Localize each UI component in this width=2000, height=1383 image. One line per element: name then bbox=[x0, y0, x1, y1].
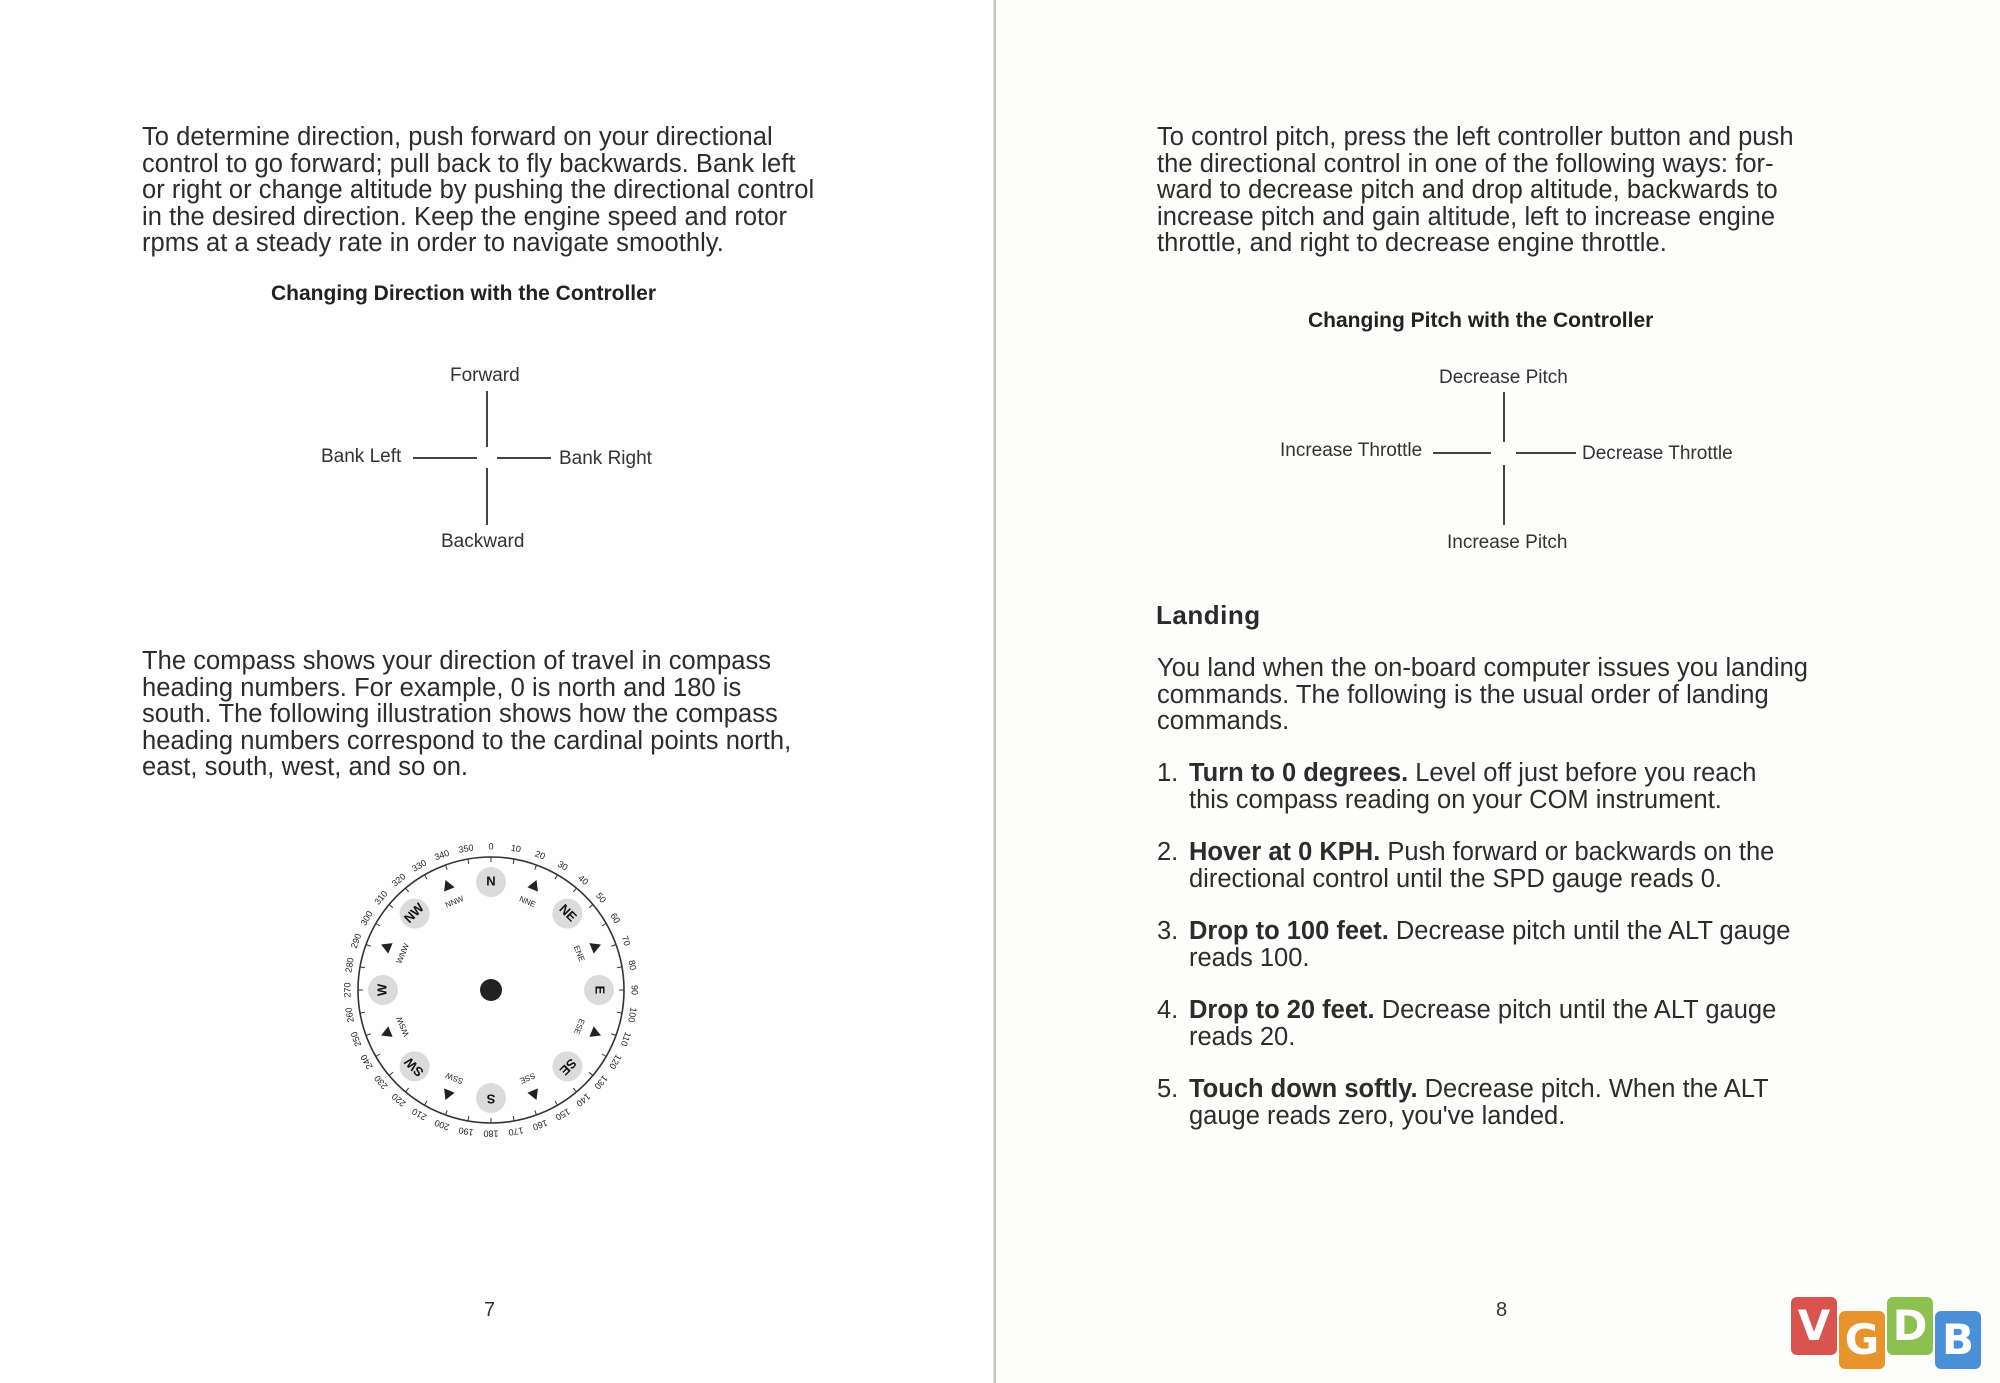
compass-intercardinal-label: NNE bbox=[517, 894, 538, 910]
compass-tick bbox=[366, 1034, 371, 1036]
compass-heading-label: 240 bbox=[358, 1052, 375, 1071]
compass-cardinal-label: NE bbox=[556, 901, 580, 925]
text-line: east, south, west, and so on. bbox=[142, 753, 469, 782]
landing-step bbox=[1157, 918, 1790, 971]
compass-direction-arrow bbox=[589, 943, 601, 954]
label-decrease-throttle: Decrease Throttle bbox=[1582, 443, 1733, 464]
compass-heading-label: 340 bbox=[433, 847, 451, 863]
compass-cardinal-label: N bbox=[486, 873, 496, 889]
compass-heading-label: 90 bbox=[629, 984, 640, 996]
arrow-left bbox=[1433, 452, 1491, 454]
compass-tick bbox=[406, 1088, 409, 1092]
compass-tick bbox=[535, 865, 537, 870]
step-number: 3. bbox=[1157, 917, 1179, 945]
step-title: Drop to 100 feet. bbox=[1189, 917, 1389, 945]
compass-tick bbox=[555, 875, 558, 879]
direction-intro-paragraph bbox=[142, 124, 814, 257]
text-line: control to go forward; pull back to fly backwards. Bank left bbox=[142, 149, 796, 178]
text-line: The compass shows your direction of travel in compass bbox=[142, 647, 772, 675]
compass-cardinal-label: SE bbox=[556, 1055, 580, 1079]
vgdb-logo bbox=[1791, 1297, 1991, 1369]
compass-heading-label: 220 bbox=[389, 1091, 408, 1109]
compass-tick bbox=[535, 1110, 537, 1115]
compass-direction-arrow bbox=[381, 1026, 393, 1037]
compass-direction-arrow bbox=[527, 880, 538, 892]
compass-heading-label: 200 bbox=[433, 1117, 451, 1133]
arrow-down bbox=[486, 468, 488, 525]
arrow-up bbox=[486, 391, 488, 447]
arrow-right bbox=[497, 457, 551, 459]
compass-tick bbox=[589, 905, 593, 908]
compass-tick bbox=[611, 1034, 616, 1036]
compass-direction-arrow bbox=[381, 943, 393, 954]
compass-tick bbox=[602, 924, 606, 927]
compass-intercardinal-label: SSW bbox=[444, 1070, 465, 1086]
label-bank-right: Bank Right bbox=[559, 448, 652, 469]
label-forward: Forward bbox=[450, 365, 520, 386]
step-number: 4. bbox=[1157, 996, 1179, 1024]
compass-tick bbox=[425, 1101, 428, 1105]
compass-heading-label: 120 bbox=[607, 1052, 624, 1071]
compass-tick bbox=[513, 1116, 514, 1121]
compass-heading-label: 290 bbox=[348, 932, 364, 950]
compass-heading-label: 180 bbox=[483, 1128, 499, 1139]
landing-step bbox=[1157, 760, 1756, 813]
compass-heading-label: 70 bbox=[619, 934, 633, 948]
compass-heading-label: 330 bbox=[410, 857, 429, 874]
compass-heading-label: 320 bbox=[389, 871, 408, 889]
compass-tick bbox=[468, 859, 469, 864]
compass-heading-label: 10 bbox=[510, 842, 522, 855]
step-title: Turn to 0 degrees. bbox=[1189, 759, 1409, 787]
page-number-right: 8 bbox=[1496, 1299, 1508, 1321]
compass-paragraph bbox=[142, 648, 791, 781]
compass-tick bbox=[468, 1116, 469, 1121]
step-text: Level off just before you reach bbox=[1408, 759, 1757, 787]
compass-heading-label: 0 bbox=[488, 841, 494, 852]
text-line: heading numbers. For example, 0 is north and 180 is bbox=[142, 673, 742, 702]
step-text: Push forward or backwards on the bbox=[1380, 838, 1775, 866]
compass-tick bbox=[376, 1054, 380, 1057]
right-page bbox=[996, 0, 2000, 1383]
compass-heading-label: 210 bbox=[410, 1106, 429, 1123]
compass-direction-arrow bbox=[589, 1026, 601, 1037]
compass-tick bbox=[366, 945, 371, 947]
compass-tick bbox=[406, 888, 409, 892]
step-title: Hover at 0 KPH. bbox=[1189, 838, 1381, 866]
text-line: ward to decrease pitch and drop altitude, backwards to bbox=[1157, 176, 1778, 205]
compass-heading-label: 300 bbox=[358, 909, 375, 928]
compass-heading-label: 80 bbox=[626, 959, 639, 971]
text-line: rpms at a steady rate in order to navigate smoothly. bbox=[142, 229, 724, 258]
compass-tick bbox=[446, 865, 448, 870]
step-text-continued: this compass reading on your COM instrument. bbox=[1189, 785, 1722, 814]
compass-cardinal-label: SW bbox=[401, 1054, 427, 1080]
compass-heading-label: 230 bbox=[372, 1073, 390, 1092]
arrow-left bbox=[413, 457, 477, 459]
compass-heading-label: 30 bbox=[555, 858, 570, 873]
compass-tick bbox=[617, 1012, 622, 1013]
compass-heading-label: 190 bbox=[457, 1125, 475, 1138]
direction-diagram-caption: Changing Direction with the Controller bbox=[271, 282, 656, 305]
step-title: Drop to 20 feet. bbox=[1189, 996, 1375, 1024]
compass-cardinal-label: S bbox=[486, 1091, 496, 1107]
landing-step bbox=[1157, 839, 1774, 892]
arrow-right bbox=[1516, 452, 1576, 454]
compass-tick bbox=[573, 1088, 576, 1092]
compass-tick bbox=[446, 1110, 448, 1115]
compass-intercardinal-label: ESE bbox=[571, 1017, 587, 1036]
compass-heading-label: 100 bbox=[626, 1006, 639, 1024]
label-bank-left: Bank Left bbox=[321, 446, 402, 467]
compass-heading-label: 110 bbox=[618, 1030, 634, 1048]
arrow-up bbox=[1503, 392, 1505, 442]
text-line: throttle, and right to decrease engine throttle. bbox=[1157, 229, 1667, 258]
text-line: or right or change altitude by pushing the directional control bbox=[142, 176, 815, 205]
step-text: Decrease pitch. When the ALT bbox=[1417, 1075, 1769, 1103]
compass-heading-label: 130 bbox=[592, 1073, 610, 1092]
logo-tile: B bbox=[1935, 1311, 1981, 1369]
compass-tick bbox=[602, 1054, 606, 1057]
step-text-continued: reads 20. bbox=[1189, 1022, 1296, 1051]
compass-tick bbox=[555, 1101, 558, 1105]
compass-tick bbox=[589, 1072, 593, 1075]
compass-heading-label: 20 bbox=[533, 848, 547, 862]
pitch-diagram-caption: Changing Pitch with the Controller bbox=[1308, 309, 1654, 332]
compass-cardinal-label: NW bbox=[400, 899, 427, 926]
compass-tick bbox=[360, 1012, 365, 1013]
compass-tick bbox=[389, 905, 393, 908]
label-decrease-pitch: Decrease Pitch bbox=[1439, 367, 1568, 388]
left-page bbox=[0, 0, 996, 1383]
step-text-continued: directional control until the SPD gauge reads 0. bbox=[1189, 864, 1722, 893]
logo-tile: D bbox=[1887, 1297, 1933, 1355]
compass-heading-label: 60 bbox=[608, 911, 623, 926]
text-line: in the desired direction. Keep the engine speed and rotor bbox=[142, 202, 788, 231]
compass-tick bbox=[513, 859, 514, 864]
step-text-continued: gauge reads zero, you've landed. bbox=[1189, 1101, 1566, 1130]
compass-cardinal-label: E bbox=[592, 985, 608, 995]
landing-intro-paragraph bbox=[1157, 655, 1808, 735]
compass-direction-arrow bbox=[527, 1088, 538, 1100]
compass-intercardinal-label: ENE bbox=[571, 944, 587, 963]
compass-heading-label: 50 bbox=[593, 890, 609, 905]
logo-tile: G bbox=[1839, 1311, 1885, 1369]
compass-illustration bbox=[336, 840, 646, 1150]
text-line: south. The following illustration shows how the compass bbox=[142, 700, 778, 729]
compass-tick bbox=[376, 924, 380, 927]
compass-heading-label: 260 bbox=[343, 1006, 356, 1024]
pitch-intro-paragraph bbox=[1157, 124, 1794, 257]
step-number: 5. bbox=[1157, 1075, 1179, 1103]
compass-intercardinal-label: SSE bbox=[518, 1070, 537, 1086]
landing-heading: Landing bbox=[1156, 600, 1261, 630]
landing-step bbox=[1157, 1076, 1769, 1129]
compass-intercardinal-label: NNW bbox=[443, 894, 466, 910]
label-increase-throttle: Increase Throttle bbox=[1280, 440, 1423, 461]
text-line: To control pitch, press the left controller button and push bbox=[1157, 123, 1794, 151]
compass-tick bbox=[389, 1072, 393, 1075]
compass-intercardinal-label: WSW bbox=[394, 1015, 411, 1038]
compass-heading-label: 310 bbox=[372, 888, 390, 907]
compass-tick bbox=[573, 888, 576, 892]
step-text: Decrease pitch until the ALT gauge bbox=[1374, 996, 1777, 1024]
step-number: 1. bbox=[1157, 759, 1179, 787]
compass-heading-label: 150 bbox=[553, 1106, 572, 1123]
compass-tick bbox=[360, 967, 365, 968]
compass-tick bbox=[425, 875, 428, 879]
compass-center-dot bbox=[480, 979, 502, 1001]
compass-heading-label: 250 bbox=[348, 1030, 364, 1048]
page-number-left: 7 bbox=[484, 1299, 496, 1321]
compass-cardinal-label: W bbox=[374, 983, 390, 997]
label-backward: Backward bbox=[441, 531, 525, 552]
landing-step bbox=[1157, 997, 1776, 1050]
compass-heading-label: 280 bbox=[343, 956, 356, 974]
compass-tick bbox=[617, 967, 622, 968]
step-number: 2. bbox=[1157, 838, 1179, 866]
compass-tick bbox=[611, 945, 616, 947]
text-line: commands. The following is the usual order of landing bbox=[1157, 680, 1769, 709]
text-line: the directional control in one of the following ways: for- bbox=[1157, 149, 1774, 178]
compass-heading-label: 160 bbox=[531, 1117, 549, 1133]
step-title: Touch down softly. bbox=[1189, 1075, 1418, 1103]
compass-heading-label: 170 bbox=[507, 1125, 525, 1138]
step-text-continued: reads 100. bbox=[1189, 943, 1310, 972]
text-line: To determine direction, push forward on your directional bbox=[142, 123, 773, 151]
compass-intercardinal-label: WNW bbox=[394, 942, 412, 965]
logo-tile: V bbox=[1791, 1297, 1837, 1355]
label-increase-pitch: Increase Pitch bbox=[1447, 532, 1568, 553]
compass-heading-label: 270 bbox=[342, 982, 353, 998]
compass-direction-arrow bbox=[444, 880, 455, 892]
text-line: heading numbers correspond to the cardinal points north, bbox=[142, 726, 792, 755]
text-line: You land when the on-board computer issues you landing bbox=[1157, 654, 1809, 682]
compass-direction-arrow bbox=[444, 1088, 455, 1100]
compass-heading-label: 40 bbox=[576, 872, 591, 888]
compass-heading-label: 140 bbox=[574, 1091, 593, 1109]
arrow-down bbox=[1503, 465, 1505, 525]
compass-heading-label: 350 bbox=[457, 842, 475, 855]
text-line: increase pitch and gain altitude, left to increase engine bbox=[1157, 202, 1776, 231]
text-line: commands. bbox=[1157, 707, 1290, 736]
step-text: Decrease pitch until the ALT gauge bbox=[1388, 917, 1791, 945]
